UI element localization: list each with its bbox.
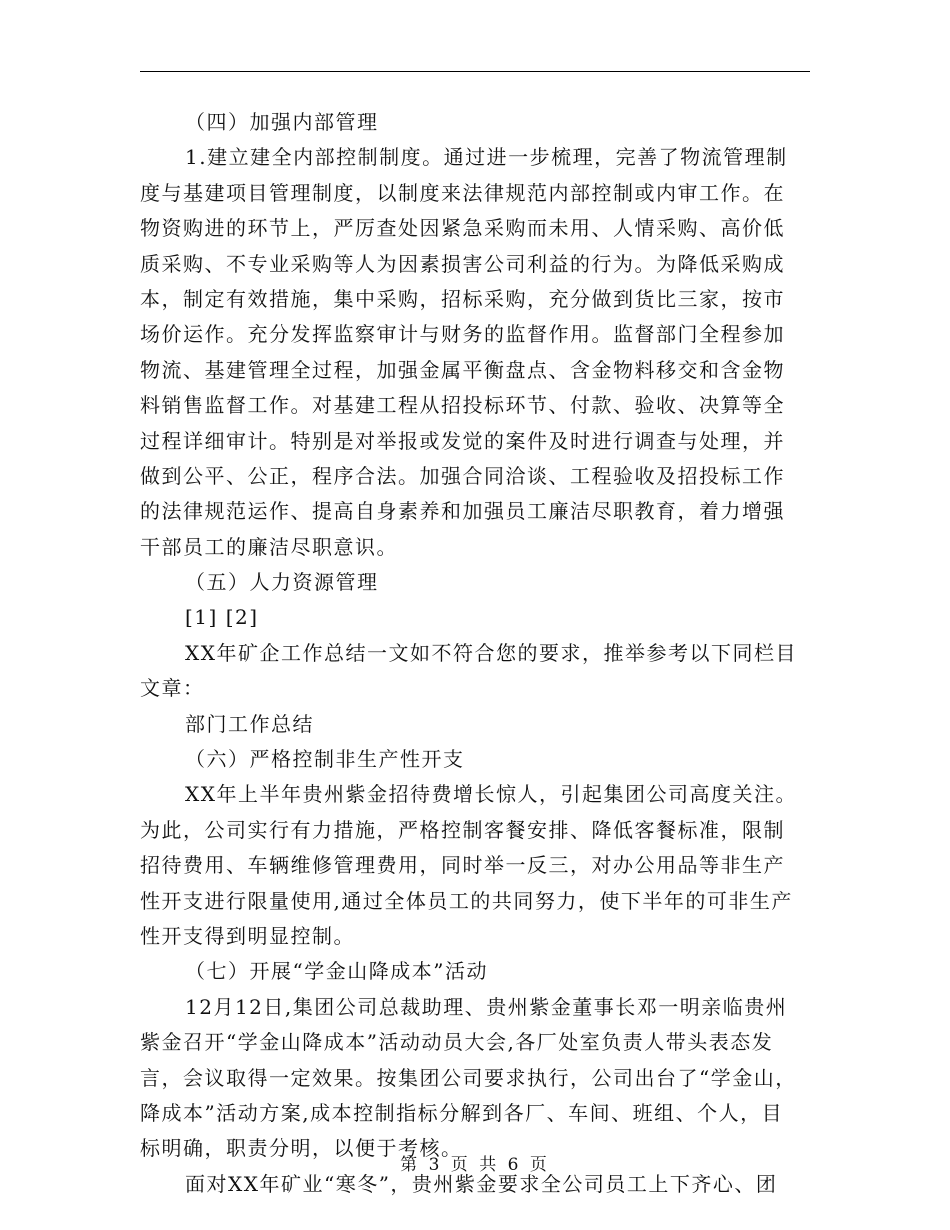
paragraph-line: 场价运作。充分发挥监察审计与财务的监督作用。监督部门全程参加: [140, 322, 785, 347]
header-rule: [140, 71, 810, 72]
paragraph-line: 性开支进行限量使用,通过全体员工的共同努力，使下半年的可非生产: [140, 888, 793, 913]
paragraph-line: 文章：: [140, 676, 205, 701]
page-number: 第 3 页 共 6 页: [400, 1155, 550, 1175]
paragraph-line: 本，制定有效措施，集中采购，招标采购，充分做到货比三家，按市: [140, 286, 785, 311]
paragraph-line: 度与基建项目管理制度，以制度来法律规范内部控制或内审工作。在: [140, 180, 785, 205]
paragraph-line: 性开支得到明显控制。: [140, 923, 355, 948]
paragraph-line: 过程详细审计。特别是对举报或发觉的案件及时进行调查与处理，并: [140, 428, 785, 453]
paragraph-line: 1.建立建全内部控制制度。通过进一步梳理，完善了物流管理制: [185, 145, 788, 170]
paragraph-line: 料销售监督工作。对基建工程从招投标环节、付款、验收、决算等全: [140, 393, 785, 418]
paragraph-line: 招待费用、车辆维修管理费用，同时举一反三，对办公用品等非生产: [140, 853, 785, 878]
paragraph-line: 降成本”活动方案,成本控制指标分解到各厂、车间、班组、个人，目: [140, 1100, 784, 1125]
section-heading-7: （七）开展“学金山降成本”活动: [185, 959, 488, 984]
paragraph-line: 为此，公司实行有力措施，严格控制客餐安排、降低客餐标准，限制: [140, 817, 785, 842]
section-heading-4: （四）加强内部管理: [185, 110, 379, 134]
paragraph-line: 质采购、不专业采购等人为因素损害公司利益的行为。为降低采购成: [140, 251, 785, 276]
section-heading-5: （五）人力资源管理: [185, 570, 379, 595]
document-body: [140, 105, 810, 1202]
paragraph-line: 干部员工的廉洁尽职意识。: [140, 534, 398, 559]
paragraph-line: 物资购进的环节上，严厉查处因紧急采购而未用、人情采购、高价低: [140, 216, 785, 241]
paragraph-line: 标明确，职责分明，以便于考核。: [140, 1136, 463, 1161]
paragraph-line: 物流、基建管理全过程，加强金属平衡盘点、含金物料移交和含金物: [140, 357, 785, 382]
paragraph-line: XX年矿企工作总结一文如不符合您的要求，推举参考以下同栏目: [185, 640, 797, 665]
related-article-link[interactable]: 部门工作总结: [185, 711, 314, 736]
paragraph-line: XX年上半年贵州紫金招待费增长惊人，引起集团公司高度关注。: [185, 782, 797, 807]
page-links[interactable]: [1] [2]: [185, 605, 259, 630]
paragraph-line: 面对XX年矿业“寒冬”，贵州紫金要求全公司员工上下齐心、团: [185, 1171, 778, 1196]
paragraph-line: 紫金召开“学金山降成本”活动动员大会,各厂处室负责人带头表态发: [140, 1030, 774, 1055]
paragraph-line: 12月12日,集团公司总裁助理、贵州紫金董事长邓一明亲临贵州: [185, 994, 788, 1019]
paragraph-line: 做到公平、公正，程序合法。加强合同洽谈、工程验收及招投标工作: [140, 463, 785, 488]
section-heading-6: （六）严格控制非生产性开支: [185, 747, 465, 772]
paragraph-line: 的法律规范运作、提高自身素养和加强员工廉洁尽职教育，着力增强: [140, 499, 785, 524]
paragraph-line: 言，会议取得一定效果。按集团公司要求执行，公司出台了“学金山，: [140, 1065, 797, 1090]
